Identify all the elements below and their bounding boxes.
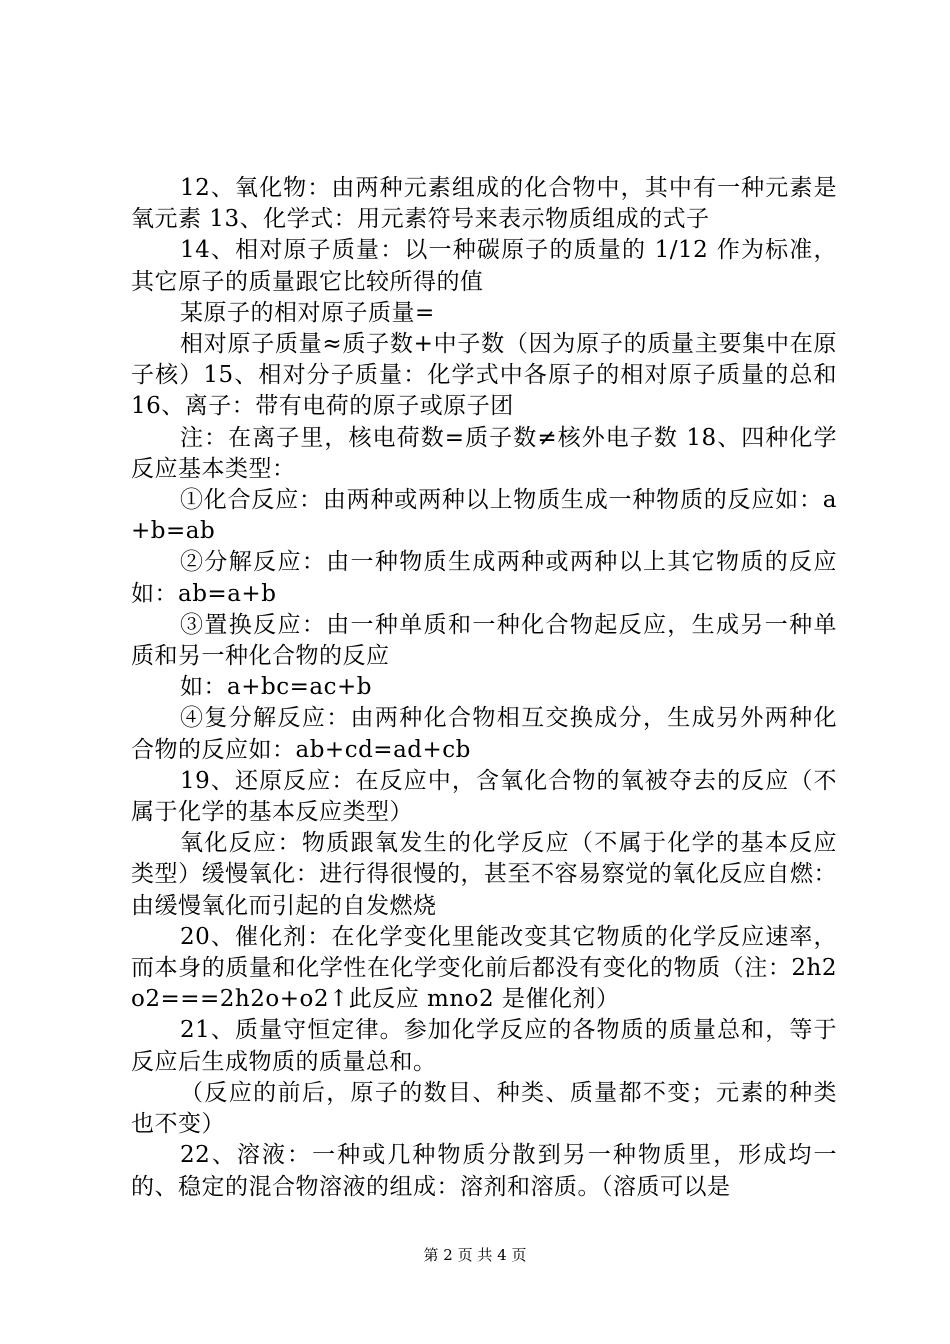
paragraph: ①化合反应：由两种或两种以上物质生成一种物质的反应如：a+b=ab: [131, 487, 837, 545]
paragraph: 注：在离子里，核电荷数=质子数≠核外电子数 18、四种化学反应基本类型：: [131, 424, 837, 482]
paragraph: 21、质量守恒定律。参加化学反应的各物质的质量总和，等于反应后生成物质的质量总和。: [131, 1017, 837, 1075]
paragraph: ③置换反应：由一种单质和一种化合物起反应，生成另一种单质和另一种化合物的反应: [131, 611, 837, 670]
paragraph: 22、溶液：一种或几种物质分散到另一种物质里，形成均一的、稳定的混合物溶液的组成：溶剂和溶质。（溶质可以是: [131, 1142, 837, 1200]
paragraph: 14、相对原子质量：以一种碳原子的质量的 1/12 作为标准，其它原子的质量跟它比较所得的值: [131, 237, 837, 295]
paragraph: 12、氧化物：由两种元素组成的化合物中，其中有一种元素是氧元素 13、化学式：用元素符号来表示物质组成的式子: [131, 175, 837, 233]
paragraph: 某原子的相对原子质量=: [180, 299, 435, 326]
paragraph: ④复分解反应：由两种化合物相互交换成分，生成另外两种化合物的反应如：ab+cd=ad+cb: [131, 705, 837, 763]
paragraph: 20、催化剂：在化学变化里能改变其它物质的化学反应速率，而本身的质量和化学性在化学变化前后都没有变化的物质（注：2h2o2===2h2o+o2↑此反应 mno2 是催化剂）: [131, 923, 837, 1013]
paragraph: 19、还原反应：在反应中，含氧化合物的氧被夺去的反应（不属于化学的基本反应类型）: [131, 767, 837, 826]
paragraph: 相对原子质量≈质子数+中子数（因为原子的质量主要集中在原子核）15、相对分子质量：化学式中各原子的相对原子质量的总和 16、离子：带有电荷的原子或原子团: [131, 331, 837, 420]
paragraph: 如：a+bc=ac+b: [180, 674, 372, 701]
document-body: [131, 173, 837, 1203]
paragraph: （反应的前后，原子的数目、种类、质量都不变；元素的种类也不变）: [131, 1079, 837, 1138]
page-footer: 第 2 页 共 4 页: [423, 1246, 527, 1264]
paragraph: ②分解反应：由一种物质生成两种或两种以上其它物质的反应如：ab=a+b: [131, 549, 837, 607]
paragraph: 氧化反应：物质跟氧发生的化学反应（不属于化学的基本反应类型）缓慢氧化：进行得很慢的，甚至不容易察觉的氧化反应自燃：由缓慢氧化而引起的自发燃烧: [131, 830, 837, 919]
